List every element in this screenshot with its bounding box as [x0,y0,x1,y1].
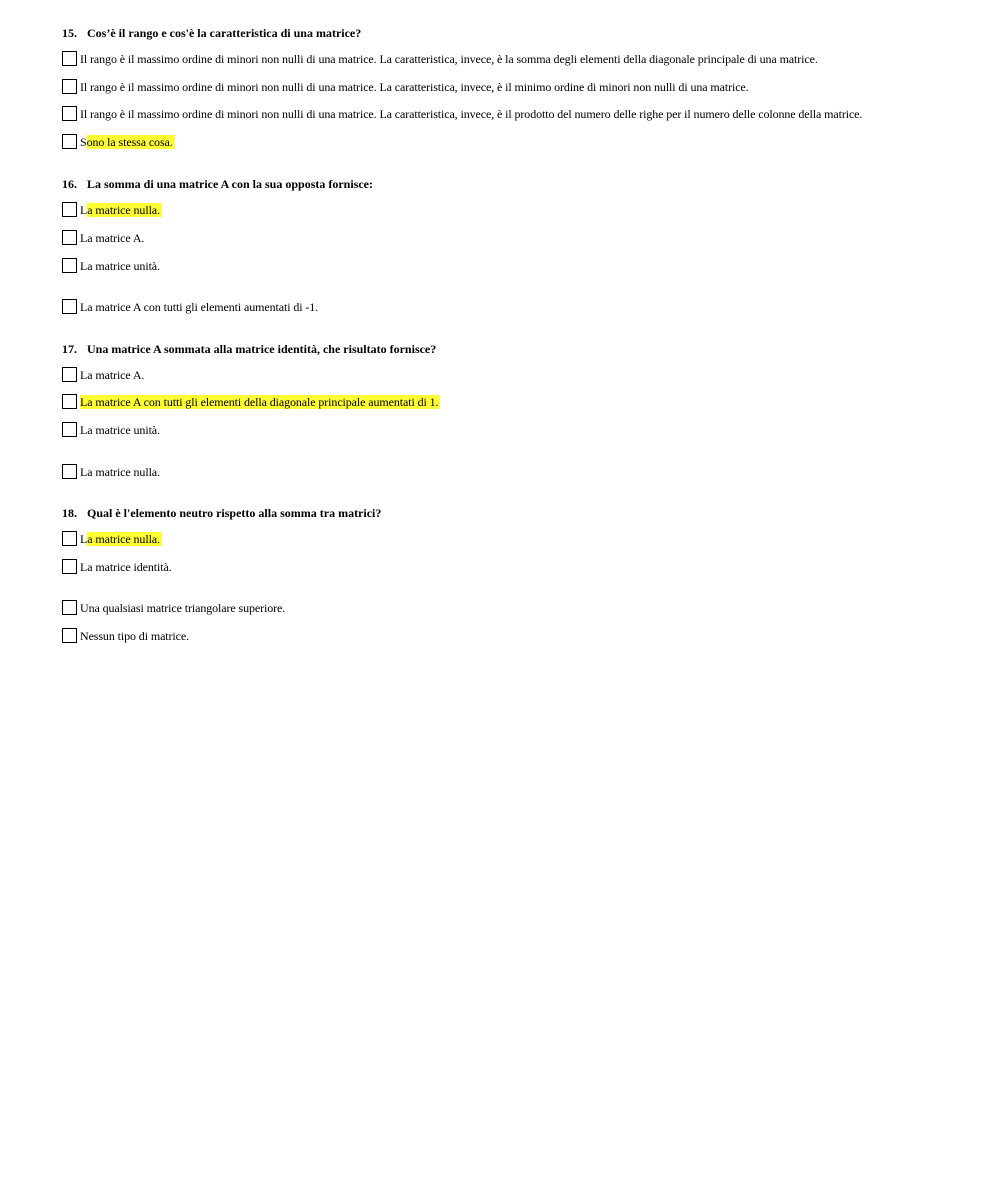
answer-checkbox[interactable] [62,79,77,94]
answer-checkbox[interactable] [62,559,77,574]
answer-checkbox[interactable] [62,230,77,245]
question-18-heading [62,506,381,520]
option-text-plain: Il rango è il massimo ordine di minori non nulli di una matrice. La caratteristica, invece, è il minimo ordine di minori non nulli di una matrice. [80,80,749,94]
option-text-plain: L [80,203,88,217]
option-text-highlighted: a matrice nulla. [87,203,160,217]
answer-checkbox[interactable] [62,600,77,615]
option-text-plain: Il rango è il massimo ordine di minori non nulli di una matrice. La caratteristica, invece, è il prodotto del numero delle righe per il numero delle colonne della matrice. [80,107,863,121]
option-text [80,531,162,547]
option-text-plain: S [80,135,87,149]
question-15-heading [62,26,361,40]
answer-checkbox[interactable] [62,106,77,121]
option-text [80,600,285,616]
option-text [80,106,862,122]
option-text-plain: La matrice A. [80,368,145,382]
answer-checkbox[interactable] [62,422,77,437]
answer-checkbox[interactable] [62,51,77,66]
option-text-plain: Il rango è il massimo ordine di minori non nulli di una matrice. La caratteristica, invece, è la somma degli elementi della diagonale principale di una matrice. [80,52,818,66]
answer-checkbox[interactable] [62,531,77,546]
question-number: 16. [62,177,77,191]
option-text [80,134,175,150]
option-text-plain: La matrice identità. [80,560,172,574]
option-text [80,299,318,315]
question-text: Qual è l'elemento neutro rispetto alla somma tra matrici? [87,506,382,520]
answer-checkbox[interactable] [62,394,77,409]
question-number: 15. [62,26,77,40]
option-text [80,258,160,274]
option-text-plain: La matrice A con tutti gli elementi aumentati di -1. [80,300,319,314]
option-text [80,202,162,218]
question-number: 17. [62,342,77,356]
question-number: 18. [62,506,77,520]
option-text [80,394,440,410]
option-text-plain: Nessun tipo di matrice. [80,629,190,643]
option-text [80,230,144,246]
question-17-heading [62,342,436,356]
answer-checkbox[interactable] [62,299,77,314]
option-text [80,559,172,575]
question-text: Una matrice A sommata alla matrice identità, che risultato fornisce? [87,342,437,356]
option-text [80,628,189,644]
answer-checkbox[interactable] [62,202,77,217]
option-text-plain: Una qualsiasi matrice triangolare superiore. [80,601,286,615]
answer-checkbox[interactable] [62,464,77,479]
option-text-highlighted: a matrice nulla. [87,532,160,546]
option-text-plain: La matrice unità. [80,423,160,437]
question-text: La somma di una matrice A con la sua opposta fornisce: [87,177,374,191]
option-text [80,367,144,383]
question-text: Cos’è il rango e cos'è la caratteristica di una matrice? [87,26,362,40]
option-text-plain: L [80,532,88,546]
option-text-plain: La matrice A. [80,231,145,245]
answer-checkbox[interactable] [62,367,77,382]
option-text-plain: La matrice nulla. [80,465,160,479]
option-text [80,51,818,67]
option-text-plain: La matrice unità. [80,259,160,273]
option-text [80,464,160,480]
option-text [80,422,160,438]
question-16-heading [62,177,373,191]
option-text [80,79,749,95]
option-text-highlighted: La matrice A con tutti gli elementi della diagonale principale aumentati di 1. [80,395,439,409]
answer-checkbox[interactable] [62,258,77,273]
answer-checkbox[interactable] [62,628,77,643]
option-text-highlighted: ono la stessa cosa. [86,135,173,149]
answer-checkbox[interactable] [62,134,77,149]
